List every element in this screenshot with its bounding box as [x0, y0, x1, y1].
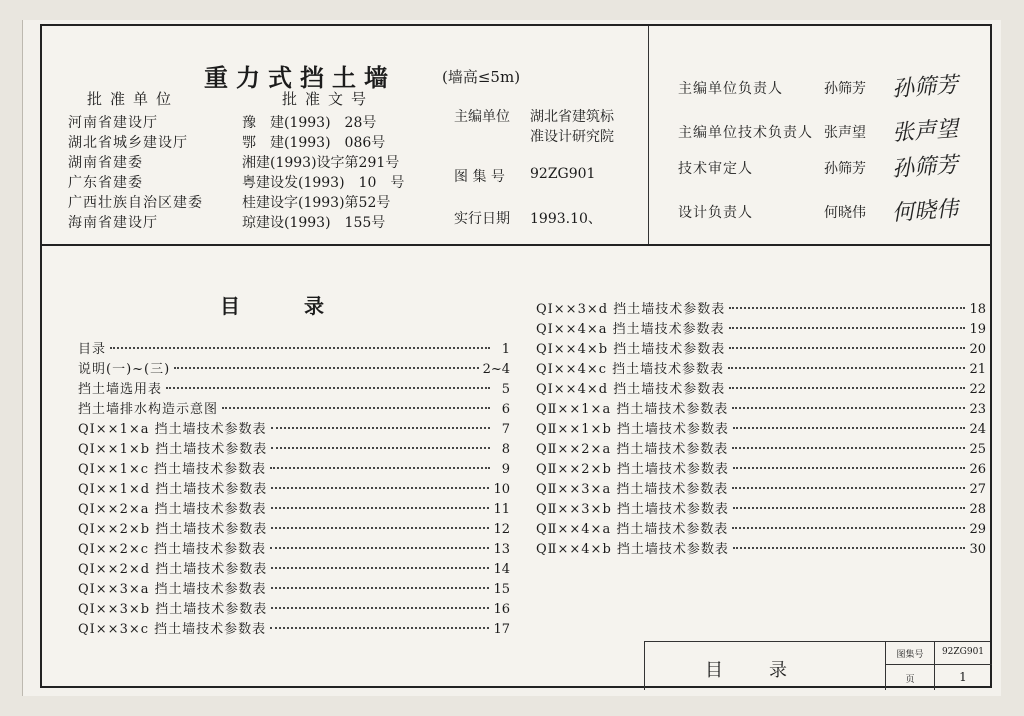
date-label: 实行日期: [454, 211, 510, 227]
toc-entry-label: QⅠ××3×c 挡土墙技术参数表: [78, 622, 267, 637]
toc-entry-label: 挡土墙选用表: [78, 382, 163, 397]
approval-unit: 湖南省建委: [68, 155, 143, 171]
toc-entry-page: 30: [969, 542, 986, 557]
toc-entry-label: QⅠ××2×a 挡土墙技术参数表: [78, 502, 267, 517]
signature: 孙筛芳: [891, 72, 959, 103]
toc-entry: [536, 300, 986, 320]
editor-unit-line2: 准设计研究院: [530, 129, 614, 145]
toc-entry: [78, 520, 510, 540]
title-block-page-no: 1: [959, 670, 967, 684]
toc-entry-label: QⅠ××1×a 挡土墙技术参数表: [78, 422, 267, 437]
toc-entry: [536, 340, 986, 360]
title-block: [644, 641, 990, 690]
toc-entry: [78, 620, 510, 640]
toc-entry: [78, 600, 510, 620]
toc-leader-dots: [729, 347, 965, 349]
approval-doc-number: 桂建设字(1993)第52号: [242, 195, 391, 211]
toc-entry-page: 19: [969, 322, 986, 337]
responsible-role: 主编单位技术负责人: [678, 125, 813, 141]
toc-entry-label: QⅠ××2×b 挡土墙技术参数表: [78, 522, 268, 537]
toc-entry: [78, 500, 510, 520]
toc-entry-page: 6: [501, 402, 510, 417]
toc-entry: [78, 560, 510, 580]
toc-entry-page: 2~4: [482, 362, 510, 377]
approval-doc-heading: 批准文号: [282, 90, 375, 108]
title-block-name: 目录: [705, 660, 833, 681]
responsible-name: 张声望: [824, 125, 866, 141]
header-divider: [42, 244, 990, 246]
toc-entry-label: QⅠ××1×c 挡土墙技术参数表: [78, 462, 267, 477]
responsible-name: 孙筛芳: [824, 81, 866, 97]
toc-leader-dots: [271, 587, 490, 589]
editor-unit-line1: 湖北省建筑标: [530, 109, 614, 125]
toc-entry-label: QⅡ××4×b 挡土墙技术参数表: [536, 542, 729, 557]
toc-entry: [536, 320, 986, 340]
toc-leader-dots: [732, 447, 965, 449]
toc-entry-label: QⅠ××3×d 挡土墙技术参数表: [536, 302, 726, 317]
title-block-page-label: 页: [905, 675, 915, 685]
toc-leader-dots: [732, 487, 965, 489]
toc-entry-label: QⅠ××3×a 挡土墙技术参数表: [78, 582, 267, 597]
editor-unit-label: 主编单位: [454, 109, 510, 125]
toc-entry-label: QⅡ××1×b 挡土墙技术参数表: [536, 422, 729, 437]
toc-leader-dots: [271, 487, 489, 489]
atlas-label: 图 集 号: [454, 169, 505, 185]
toc-leader-dots: [271, 527, 489, 529]
toc-entry: [536, 440, 986, 460]
date-value: 1993.10、: [530, 211, 602, 227]
toc-entry-label: QⅠ××1×d 挡土墙技术参数表: [78, 482, 268, 497]
approval-doc-number: 粤建设发(1993) 10 号: [242, 175, 405, 191]
atlas-number: 92ZG901: [530, 166, 596, 182]
approval-doc-number: 琼建设(1993) 155号: [242, 215, 386, 231]
toc-entry-page: 28: [969, 502, 986, 517]
approval-unit-heading: 批准单位: [87, 90, 180, 108]
drawing-subtitle: (墙高≤5m): [442, 68, 521, 86]
toc-entry-page: 14: [493, 562, 510, 577]
toc-entry-page: 22: [969, 382, 986, 397]
toc-entry: [78, 480, 510, 500]
toc-entry-page: 7: [501, 422, 510, 437]
toc-entry: [536, 460, 986, 480]
toc-leader-dots: [166, 387, 490, 389]
toc-entry-label: QⅡ××2×b 挡土墙技术参数表: [536, 462, 729, 477]
toc-entry-page: 5: [501, 382, 510, 397]
drawing-title: 重力式挡土墙: [204, 63, 396, 92]
toc-entry: [536, 500, 986, 520]
toc-leader-dots: [728, 367, 965, 369]
toc-entry-page: 8: [501, 442, 510, 457]
toc-entry: [536, 520, 986, 540]
toc-entry: [78, 400, 510, 420]
toc-entry: [536, 360, 986, 380]
toc-entry-page: 21: [969, 362, 986, 377]
title-block-atlas-label: 图集号: [896, 650, 924, 660]
toc-entry-page: 26: [969, 462, 986, 477]
toc-entry: [536, 480, 986, 500]
toc-entry-page: 18: [969, 302, 986, 317]
toc-entry: [536, 420, 986, 440]
toc-entry-label: QⅠ××2×c 挡土墙技术参数表: [78, 542, 267, 557]
toc-heading-2: 录: [304, 294, 324, 318]
responsible-name: 孙筛芳: [824, 161, 866, 177]
toc-entry-label: QⅡ××4×a 挡土墙技术参数表: [536, 522, 729, 537]
approval-doc-number: 湘建(1993)设字第291号: [242, 155, 400, 171]
toc-right-column: [536, 300, 986, 560]
toc-entry-page: 1: [501, 342, 510, 357]
toc-leader-dots: [271, 427, 490, 429]
toc-entry-page: 9: [501, 462, 510, 477]
signature: 孙筛芳: [891, 152, 959, 183]
toc-entry: [78, 360, 510, 380]
toc-entry-label: QⅡ××3×b 挡土墙技术参数表: [536, 502, 729, 517]
toc-leader-dots: [270, 627, 489, 629]
toc-entry-page: 24: [969, 422, 986, 437]
approval-unit: 海南省建设厅: [68, 215, 158, 231]
signature: 张声望: [891, 116, 959, 147]
toc-leader-dots: [222, 407, 490, 409]
toc-entry-label: QⅡ××1×a 挡土墙技术参数表: [536, 402, 729, 417]
header-vertical-divider: [648, 26, 649, 244]
approval-unit: 河南省建设厅: [68, 115, 158, 131]
responsible-name: 何晓伟: [824, 205, 866, 221]
toc-entry-label: QⅡ××3×a 挡土墙技术参数表: [536, 482, 729, 497]
toc-entry: [78, 580, 510, 600]
toc-entry-label: QⅡ××2×a 挡土墙技术参数表: [536, 442, 729, 457]
approval-unit: 广东省建委: [68, 175, 143, 191]
toc-entry-page: 27: [969, 482, 986, 497]
toc-entry: [78, 540, 510, 560]
approval-doc-number: 豫 建(1993) 28号: [242, 115, 377, 131]
toc-entry-label: QⅠ××1×b 挡土墙技术参数表: [78, 442, 268, 457]
toc-entry-page: 17: [493, 622, 510, 637]
toc-entry-page: 25: [969, 442, 986, 457]
toc-left-column: [78, 340, 510, 640]
toc-entry-label: QⅠ××3×b 挡土墙技术参数表: [78, 602, 268, 617]
toc-leader-dots: [732, 527, 965, 529]
toc-entry-page: 12: [493, 522, 510, 537]
toc-entry: [78, 380, 510, 400]
toc-entry-page: 10: [493, 482, 510, 497]
signature: 何晓伟: [891, 196, 959, 227]
responsible-role: 技术审定人: [678, 161, 753, 177]
toc-leader-dots: [729, 327, 966, 329]
toc-entry-label: 挡土墙排水构造示意图: [78, 402, 219, 417]
toc-entry-page: 20: [969, 342, 986, 357]
title-block-grid: [885, 642, 992, 690]
toc-entry: [536, 540, 986, 560]
approval-unit: 广西壮族自治区建委: [68, 195, 203, 211]
toc-entry: [78, 340, 510, 360]
toc-leader-dots: [729, 387, 965, 389]
toc-leader-dots: [729, 307, 965, 309]
toc-entry-label: QⅠ××4×a 挡土墙技术参数表: [536, 322, 725, 337]
toc-entry-page: 15: [493, 582, 510, 597]
toc-leader-dots: [733, 547, 966, 549]
toc-entry-page: 16: [493, 602, 510, 617]
title-block-atlas-no: 92ZG901: [941, 647, 985, 657]
toc-leader-dots: [271, 447, 490, 449]
toc-heading-1: 目: [220, 294, 240, 318]
responsible-role: 设计负责人: [678, 205, 753, 221]
toc-leader-dots: [733, 427, 966, 429]
toc-leader-dots: [270, 547, 489, 549]
toc-entry: [78, 440, 510, 460]
toc-entry-page: 13: [493, 542, 510, 557]
toc-entry-page: 11: [493, 502, 510, 517]
toc-leader-dots: [271, 567, 489, 569]
toc-leader-dots: [270, 467, 490, 469]
drawing-frame: [40, 24, 992, 688]
toc-entry-label: QⅠ××4×c 挡土墙技术参数表: [536, 362, 725, 377]
responsible-role: 主编单位负责人: [678, 81, 783, 97]
toc-entry: [78, 460, 510, 480]
toc-entry: [536, 400, 986, 420]
toc-entry-page: 29: [969, 522, 986, 537]
toc-entry-label: QⅠ××2×d 挡土墙技术参数表: [78, 562, 268, 577]
toc-leader-dots: [733, 467, 966, 469]
toc-entry: [536, 380, 986, 400]
approval-unit: 湖北省城乡建设厅: [68, 135, 188, 151]
toc-leader-dots: [174, 367, 478, 369]
toc-leader-dots: [271, 507, 490, 509]
toc-entry-label: QⅠ××4×d 挡土墙技术参数表: [536, 382, 726, 397]
toc-leader-dots: [110, 347, 490, 349]
toc-entry-label: 目录: [78, 342, 107, 357]
toc-entry-page: 23: [969, 402, 986, 417]
toc-entry-label: QⅠ××4×b 挡土墙技术参数表: [536, 342, 726, 357]
toc-leader-dots: [732, 407, 965, 409]
approval-doc-number: 鄂 建(1993) 086号: [242, 135, 386, 151]
toc-entry-label: 说明(一)~(三): [78, 362, 171, 377]
toc-entry: [78, 420, 510, 440]
title-block-hline: [886, 664, 992, 665]
toc-leader-dots: [271, 607, 489, 609]
toc-leader-dots: [733, 507, 966, 509]
